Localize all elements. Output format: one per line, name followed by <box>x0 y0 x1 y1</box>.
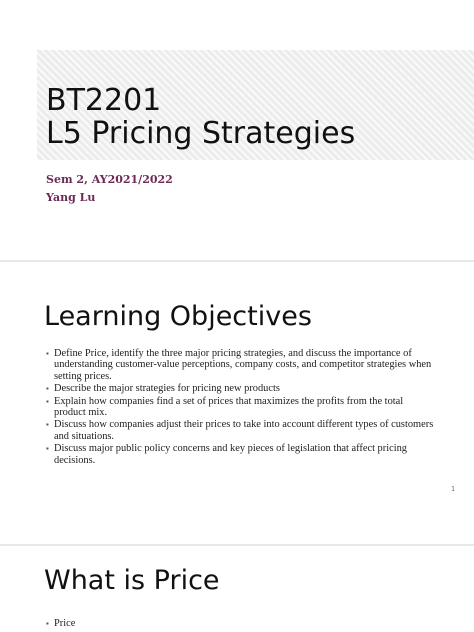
objective-item <box>46 419 436 442</box>
course-code-title: BT2201 <box>46 83 162 118</box>
objective-item <box>46 383 436 394</box>
lecture-title: L5 Pricing Strategies <box>46 116 356 151</box>
bullet-icon: ▪ <box>46 349 49 358</box>
price-bullet-item <box>46 618 75 629</box>
what-is-price-slide <box>0 546 474 632</box>
objective-text: Discuss how companies adjust their prices to take into account different types of customers and situations. <box>54 419 434 442</box>
bullet-icon: ▪ <box>46 619 49 628</box>
price-bullet-text: Price <box>54 618 76 629</box>
objective-text: Define Price, identify the three major pricing strategies, and discuss the importance of understanding customer-value perceptions, company costs, and competitor strategies when setting prices. <box>54 348 432 382</box>
learning-objectives-heading: Learning Objectives <box>44 301 312 332</box>
learning-objectives-slide <box>0 262 474 542</box>
bullet-icon: ▪ <box>46 420 49 430</box>
objective-text: Discuss major public policy concerns and key pieces of legislation that affect pricing decisions. <box>54 443 407 466</box>
bullet-icon: ▪ <box>46 396 49 406</box>
page-number: 1 <box>451 486 455 493</box>
title-slide <box>0 0 474 260</box>
bullet-icon: ▪ <box>46 384 49 394</box>
objectives-list <box>46 348 436 467</box>
objective-item <box>46 348 436 382</box>
bullet-icon: ▪ <box>46 444 49 454</box>
objective-text: Describe the major strategies for pricing new products <box>54 383 280 395</box>
objective-item <box>46 396 436 419</box>
objective-item <box>46 443 436 466</box>
what-is-price-heading: What is Price <box>44 565 220 596</box>
author-name: Yang Lu <box>46 191 96 204</box>
semester-subtitle: Sem 2, AY2021/2022 <box>46 173 173 186</box>
objective-text: Explain how companies find a set of prices that maximizes the profits from the total product mix. <box>54 395 404 419</box>
